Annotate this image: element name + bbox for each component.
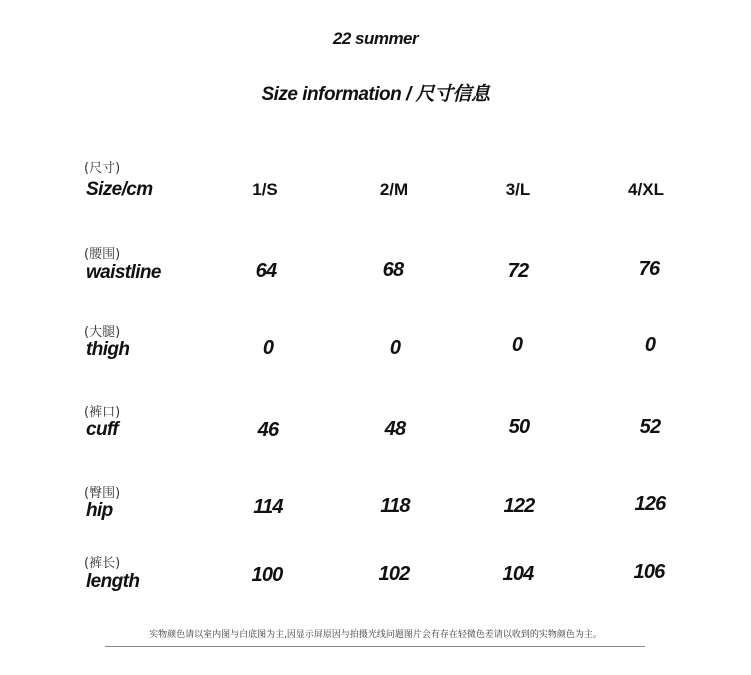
table-cell: 48 [384, 418, 406, 440]
page-title: Size information / 尺寸信息 [261, 84, 490, 105]
row-label-cn: (大腿) [84, 325, 121, 340]
row-label-cn: (裤长) [84, 556, 121, 571]
table-cell: 106 [633, 561, 665, 583]
table-cell: 126 [634, 493, 666, 515]
table-cell: 0 [262, 337, 274, 359]
table-cell: 104 [502, 563, 534, 585]
table-cell: 46 [257, 419, 279, 441]
row-label-en: length [86, 571, 140, 592]
table-cell: 76 [638, 258, 660, 280]
table-cell: 0 [644, 334, 656, 356]
size-header-l: 3/L [505, 180, 531, 199]
table-cell: 100 [251, 564, 283, 586]
size-header-xl: 4/XL [628, 180, 664, 199]
row-label-cn: (裤口) [84, 405, 121, 420]
season-label: 22 summer [332, 29, 419, 48]
footer-divider [105, 646, 645, 647]
table-cell: 0 [389, 337, 401, 359]
table-cell: 52 [639, 416, 661, 438]
size-header-m: 2/M [379, 180, 409, 199]
row-label-cn: (腰围) [84, 247, 121, 262]
row-label-en: cuff [86, 419, 119, 440]
table-cell: 118 [380, 495, 410, 517]
table-cell: 0 [511, 334, 523, 356]
table-cell: 50 [508, 416, 530, 438]
header-label-cn: (尺寸) [84, 161, 121, 176]
table-cell: 64 [255, 260, 277, 282]
table-cell: 122 [503, 495, 535, 517]
table-cell: 102 [378, 563, 410, 585]
row-label-en: thigh [86, 339, 130, 360]
color-disclaimer: 实物颜色请以室内图与白底图为主,因显示屏原因与拍摄光线问题图片会有存在轻微色差请以收到的实物颜色为主。 [149, 630, 602, 640]
header-label-en: Size/cm [86, 179, 153, 200]
table-cell: 68 [382, 259, 404, 281]
row-label-cn: (臀围) [84, 486, 121, 501]
table-cell: 72 [507, 260, 529, 282]
row-label-en: waistline [86, 262, 161, 283]
row-label-en: hip [86, 500, 113, 521]
table-cell: 114 [253, 496, 283, 518]
size-header-s: 1/S [252, 180, 278, 199]
